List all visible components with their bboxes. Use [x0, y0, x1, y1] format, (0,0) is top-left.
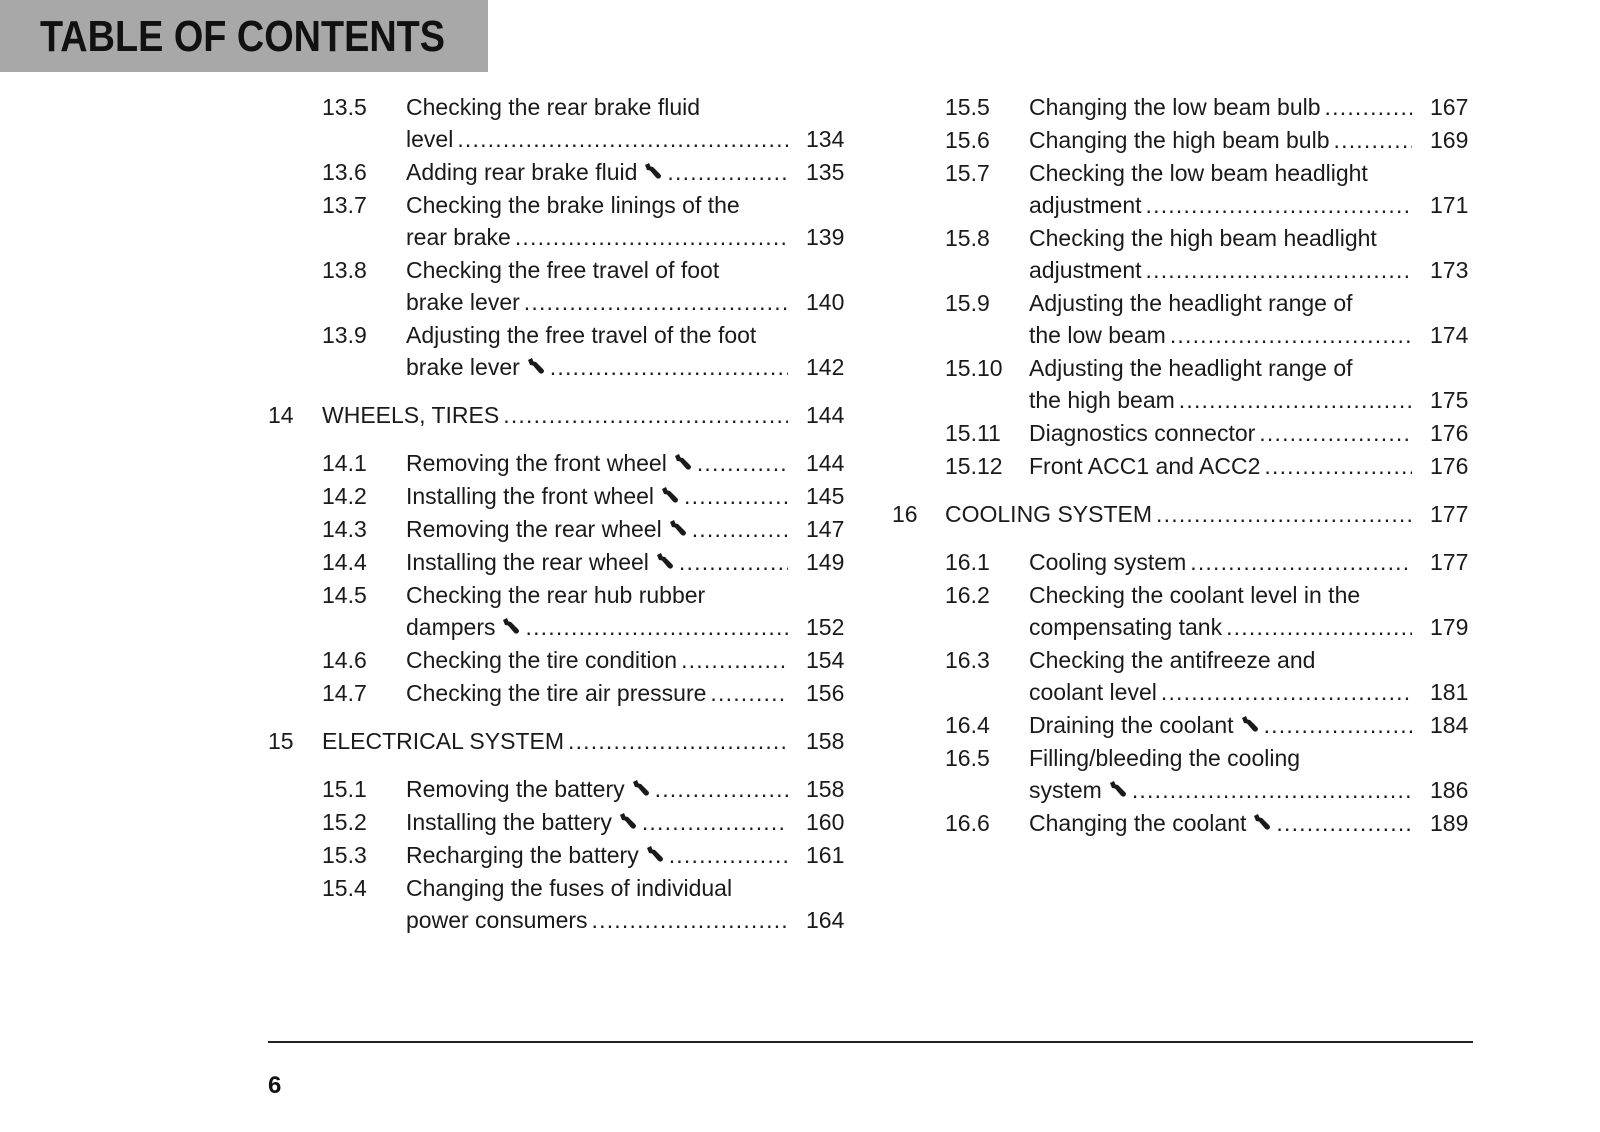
wrench-icon: [526, 351, 546, 369]
dot-leader: [1259, 417, 1412, 449]
section-number: 15.6: [945, 127, 990, 153]
entry-title: Checking the rear hub rubber: [406, 582, 706, 608]
section-number: 14.5: [322, 582, 367, 608]
section-number: 16.5: [945, 745, 990, 771]
wrench-icon: [501, 611, 521, 629]
page-ref: 147: [806, 516, 845, 542]
page-ref: 171: [1430, 192, 1469, 218]
page-ref: 135: [806, 159, 845, 185]
section-number: 16.6: [945, 810, 990, 836]
page-number: 6: [268, 1072, 282, 1099]
section-number: 16.2: [945, 582, 990, 608]
page-ref: 139: [806, 224, 845, 250]
dot-leader: [1190, 546, 1412, 578]
entry-title: Changing the high beam bulb: [1029, 127, 1330, 153]
entry-title: Adding rear brake fluid: [406, 159, 638, 185]
section-number: 13.8: [322, 257, 367, 283]
page-ref: 181: [1430, 679, 1469, 705]
entry-title: Checking the coolant level in the: [1029, 582, 1361, 608]
wrench-icon: [673, 447, 693, 465]
section-number: 15.12: [945, 453, 1003, 479]
page-ref: 144: [806, 450, 845, 476]
section-number: 16.3: [945, 647, 990, 673]
section-number: 13.7: [322, 192, 367, 218]
dot-leader: [524, 286, 788, 318]
page-ref: 144: [806, 402, 845, 428]
dot-leader: [697, 447, 788, 479]
entry-title: Checking the tire condition: [406, 647, 678, 673]
page-ref: 145: [806, 483, 845, 509]
entry-title: coolant level: [1029, 679, 1157, 705]
dot-leader: [1264, 450, 1412, 482]
page-ref: 167: [1430, 94, 1469, 120]
entry-title: Checking the rear brake fluid: [406, 94, 701, 120]
wrench-icon: [1240, 709, 1260, 727]
dot-leader: [642, 806, 788, 838]
page-ref: 184: [1430, 712, 1469, 738]
entry-title: brake lever: [406, 289, 520, 315]
entry-title: ELECTRICAL SYSTEM: [322, 728, 564, 754]
wrench-icon: [645, 839, 665, 857]
entry-title: Checking the brake linings of the: [406, 192, 740, 218]
dot-leader: [1264, 709, 1412, 741]
wrench-icon: [631, 773, 651, 791]
page-ref: 152: [806, 614, 845, 640]
entry-title: Removing the rear wheel: [406, 516, 662, 542]
entry-title: the high beam: [1029, 387, 1175, 413]
dot-leader: [592, 904, 788, 936]
section-number: 14.3: [322, 516, 367, 542]
dot-leader: [1276, 807, 1412, 839]
dot-leader: [1170, 319, 1412, 351]
entry-title: brake lever: [406, 354, 520, 380]
section-number: 14.1: [322, 450, 367, 476]
dot-leader: [692, 513, 788, 545]
entry-title: adjustment: [1029, 192, 1142, 218]
section-number: 14.6: [322, 647, 367, 673]
dot-leader: [1334, 124, 1412, 156]
page-ref: 173: [1430, 257, 1469, 283]
section-number: 15.5: [945, 94, 990, 120]
page-ref: 169: [1430, 127, 1469, 153]
entry-title: Checking the tire air pressure: [406, 680, 707, 706]
dot-leader: [1156, 498, 1412, 530]
entry-title: COOLING SYSTEM: [945, 501, 1153, 527]
entry-title: Changing the fuses of individual: [406, 875, 733, 901]
page-ref: 176: [1430, 453, 1469, 479]
section-number: 16.4: [945, 712, 990, 738]
dot-leader: [669, 839, 788, 871]
section-number: 15.10: [945, 355, 1003, 381]
page-ref: 177: [1430, 549, 1469, 575]
entry-title: Diagnostics connector: [1029, 420, 1256, 446]
entry-title: WHEELS, TIRES: [322, 402, 500, 428]
page-ref: 158: [806, 728, 845, 754]
page-ref: 161: [806, 842, 845, 868]
footer-divider: [268, 1041, 1473, 1043]
entry-title: Cooling system: [1029, 549, 1187, 575]
entry-title: power consumers: [406, 907, 588, 933]
dot-leader: [667, 156, 788, 188]
section-number: 15.11: [945, 420, 1001, 446]
section-number: 15.1: [322, 776, 367, 802]
entry-title: Installing the rear wheel: [406, 549, 649, 575]
entry-title: Recharging the battery: [406, 842, 639, 868]
entry-title: Installing the battery: [406, 809, 612, 835]
page-ref: 149: [806, 549, 845, 575]
dot-leader: [503, 399, 788, 431]
wrench-icon: [655, 546, 675, 564]
dot-leader: [1132, 774, 1412, 806]
entry-title: rear brake: [406, 224, 511, 250]
entry-title: Draining the coolant: [1029, 712, 1234, 738]
entry-title: Filling/bleeding the cooling: [1029, 745, 1301, 771]
entry-title: Checking the high beam headlight: [1029, 225, 1377, 251]
entry-title: system: [1029, 777, 1102, 803]
dot-leader: [681, 644, 788, 676]
entry-title: Installing the front wheel: [406, 483, 655, 509]
section-number: 14: [268, 402, 294, 428]
dot-leader: [655, 773, 788, 805]
dot-leader: [525, 611, 788, 643]
wrench-icon: [660, 480, 680, 498]
page-ref: 189: [1430, 810, 1469, 836]
entry-title: Changing the low beam bulb: [1029, 94, 1321, 120]
page-ref: 174: [1430, 322, 1469, 348]
section-number: 15.4: [322, 875, 367, 901]
entry-title: Checking the antifreeze and: [1029, 647, 1316, 673]
page-ref: 142: [806, 354, 845, 380]
dot-leader: [457, 123, 788, 155]
section-number: 15: [268, 728, 294, 754]
section-number: 13.6: [322, 159, 367, 185]
entry-title: Removing the front wheel: [406, 450, 667, 476]
dot-leader: [684, 480, 788, 512]
wrench-icon: [1108, 774, 1128, 792]
page-ref: 179: [1430, 614, 1469, 640]
page-ref: 154: [806, 647, 845, 673]
entry-title: Removing the battery: [406, 776, 625, 802]
page-ref: 177: [1430, 501, 1469, 527]
page-ref: 176: [1430, 420, 1469, 446]
entry-title: level: [406, 126, 454, 152]
dot-leader: [710, 677, 788, 709]
entry-title: adjustment: [1029, 257, 1142, 283]
dot-leader: [1146, 254, 1412, 286]
page-ref: 140: [806, 289, 845, 315]
section-number: 15.9: [945, 290, 990, 316]
section-number: 15.7: [945, 160, 990, 186]
wrench-icon: [1252, 807, 1272, 825]
dot-leader: [1226, 611, 1412, 643]
wrench-icon: [668, 513, 688, 531]
dot-leader: [515, 221, 788, 253]
header-band: [0, 0, 488, 72]
dot-leader: [1161, 676, 1412, 708]
section-number: 14.7: [322, 680, 367, 706]
page-ref: 164: [806, 907, 845, 933]
entry-title: Checking the low beam headlight: [1029, 160, 1368, 186]
page-ref: 156: [806, 680, 845, 706]
section-number: 15.2: [322, 809, 367, 835]
page-title: TABLE OF CONTENTS: [40, 12, 446, 61]
section-number: 15.3: [322, 842, 367, 868]
page-ref: 160: [806, 809, 845, 835]
page-ref: 134: [806, 126, 845, 152]
entry-title: Adjusting the headlight range of: [1029, 355, 1353, 381]
wrench-icon: [643, 156, 663, 174]
section-number: 14.4: [322, 549, 367, 575]
section-number: 13.5: [322, 94, 367, 120]
dot-leader: [1146, 189, 1412, 221]
entry-title: Front ACC1 and ACC2: [1029, 453, 1261, 479]
dot-leader: [1325, 91, 1412, 123]
entry-title: Adjusting the headlight range of: [1029, 290, 1353, 316]
entry-title: the low beam: [1029, 322, 1166, 348]
page-ref: 175: [1430, 387, 1469, 413]
wrench-icon: [618, 806, 638, 824]
section-number: 16: [892, 501, 918, 527]
dot-leader: [568, 725, 788, 757]
entry-title: Changing the coolant: [1029, 810, 1247, 836]
section-number: 15.8: [945, 225, 990, 251]
entry-title: Checking the free travel of foot: [406, 257, 720, 283]
dot-leader: [550, 351, 788, 383]
dot-leader: [1179, 384, 1412, 416]
section-number: 14.2: [322, 483, 367, 509]
entry-title: Adjusting the free travel of the foot: [406, 322, 757, 348]
section-number: 16.1: [945, 549, 990, 575]
entry-title: compensating tank: [1029, 614, 1223, 640]
dot-leader: [679, 546, 788, 578]
page-ref: 186: [1430, 777, 1469, 803]
entry-title: dampers: [406, 614, 496, 640]
page-ref: 158: [806, 776, 845, 802]
section-number: 13.9: [322, 322, 367, 348]
